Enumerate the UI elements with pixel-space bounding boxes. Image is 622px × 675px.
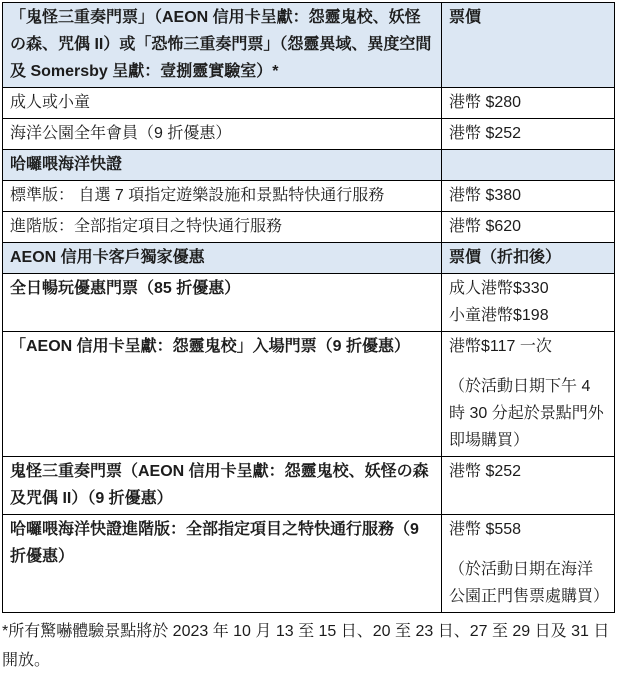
- table-row: [3, 274, 615, 332]
- item-cell: [3, 274, 442, 332]
- item-cell: [3, 212, 442, 243]
- item-text: 哈囉喂海洋快證進階版：全部指定項目之特快通行服務（9 折優惠）: [10, 521, 419, 565]
- item-text: 哈囉喂海洋快證: [10, 156, 123, 173]
- price-text: 小童港幣$198: [449, 307, 549, 324]
- item-text: 進階版：全部指定項目之特快通行服務: [10, 218, 283, 235]
- price-cell: [442, 243, 615, 274]
- table-row: [3, 88, 615, 119]
- table-row: [3, 119, 615, 150]
- price-text: 成人港幣$330: [449, 280, 549, 297]
- table-row: [3, 181, 615, 212]
- price-text: （於活動日期在海洋公園正門售票處購買）: [449, 561, 610, 605]
- item-cell: [3, 457, 442, 515]
- item-cell: [3, 150, 442, 181]
- table-row: [3, 457, 615, 515]
- price-cell: [442, 515, 615, 613]
- price-cell: [442, 3, 615, 88]
- price-text: 票價（折扣後）: [449, 249, 562, 266]
- table-row: [3, 212, 615, 243]
- item-text: 「AEON 信用卡呈獻：怨靈鬼校」入場門票（9 折優惠）: [10, 338, 411, 355]
- price-text: （於活動日期下午 4 時 30 分起於景點門外即場購買）: [449, 378, 604, 449]
- footnote: *所有驚嚇體驗景點將於 2023 年 10 月 13 至 15 日、20 至 23 日、27 至 29 日及 31 日開放。: [2, 623, 610, 669]
- ticket-price-table: [2, 2, 615, 613]
- item-text: 海洋公園全年會員（9 折優惠）: [10, 125, 232, 142]
- price-cell: [442, 332, 615, 457]
- price-cell: [442, 88, 615, 119]
- item-cell: [3, 332, 442, 457]
- item-cell: [3, 119, 442, 150]
- price-cell: [442, 457, 615, 515]
- item-text: 成人或小童: [10, 94, 91, 111]
- item-text: 標準版： 自選 7 項指定遊樂設施和景點特快通行服務: [10, 187, 385, 204]
- price-text: 票價: [449, 9, 482, 26]
- table-row: [3, 243, 615, 274]
- table-row: [3, 150, 615, 181]
- price-text: 港幣 $558: [449, 521, 522, 538]
- item-cell: [3, 243, 442, 274]
- price-cell: [442, 274, 615, 332]
- price-cell: [442, 119, 615, 150]
- item-text: 「鬼怪三重奏門票」（AEON 信用卡呈獻：怨靈鬼校、妖怪の森、咒偶 II）或「恐怖三重奏門票」（怨靈異域、異度空間及 Somersby 呈獻：壹捌靈實驗室）*: [10, 9, 432, 80]
- item-cell: [3, 88, 442, 119]
- item-cell: [3, 515, 442, 613]
- item-text: 鬼怪三重奏門票（AEON 信用卡呈獻：怨靈鬼校、妖怪の森及咒偶 II）（9 折優惠）: [10, 463, 429, 507]
- price-text: 港幣 $380: [449, 187, 522, 204]
- price-cell: [442, 181, 615, 212]
- price-text: 港幣 $280: [449, 94, 522, 111]
- item-cell: [3, 181, 442, 212]
- table-row: [3, 332, 615, 457]
- item-text: AEON 信用卡客戶獨家優惠: [10, 249, 205, 266]
- price-text: 港幣 $252: [449, 463, 522, 480]
- table-row: [3, 3, 615, 88]
- price-text: 港幣 $252: [449, 125, 522, 142]
- price-table-body: [3, 3, 615, 613]
- price-text: 港幣 $620: [449, 218, 522, 235]
- item-text: 全日暢玩優惠門票（85 折優惠）: [10, 280, 241, 297]
- price-cell: [442, 150, 615, 181]
- price-cell: [442, 212, 615, 243]
- item-cell: [3, 3, 442, 88]
- table-row: [3, 515, 615, 613]
- price-text: 港幣$117 一次: [449, 338, 552, 355]
